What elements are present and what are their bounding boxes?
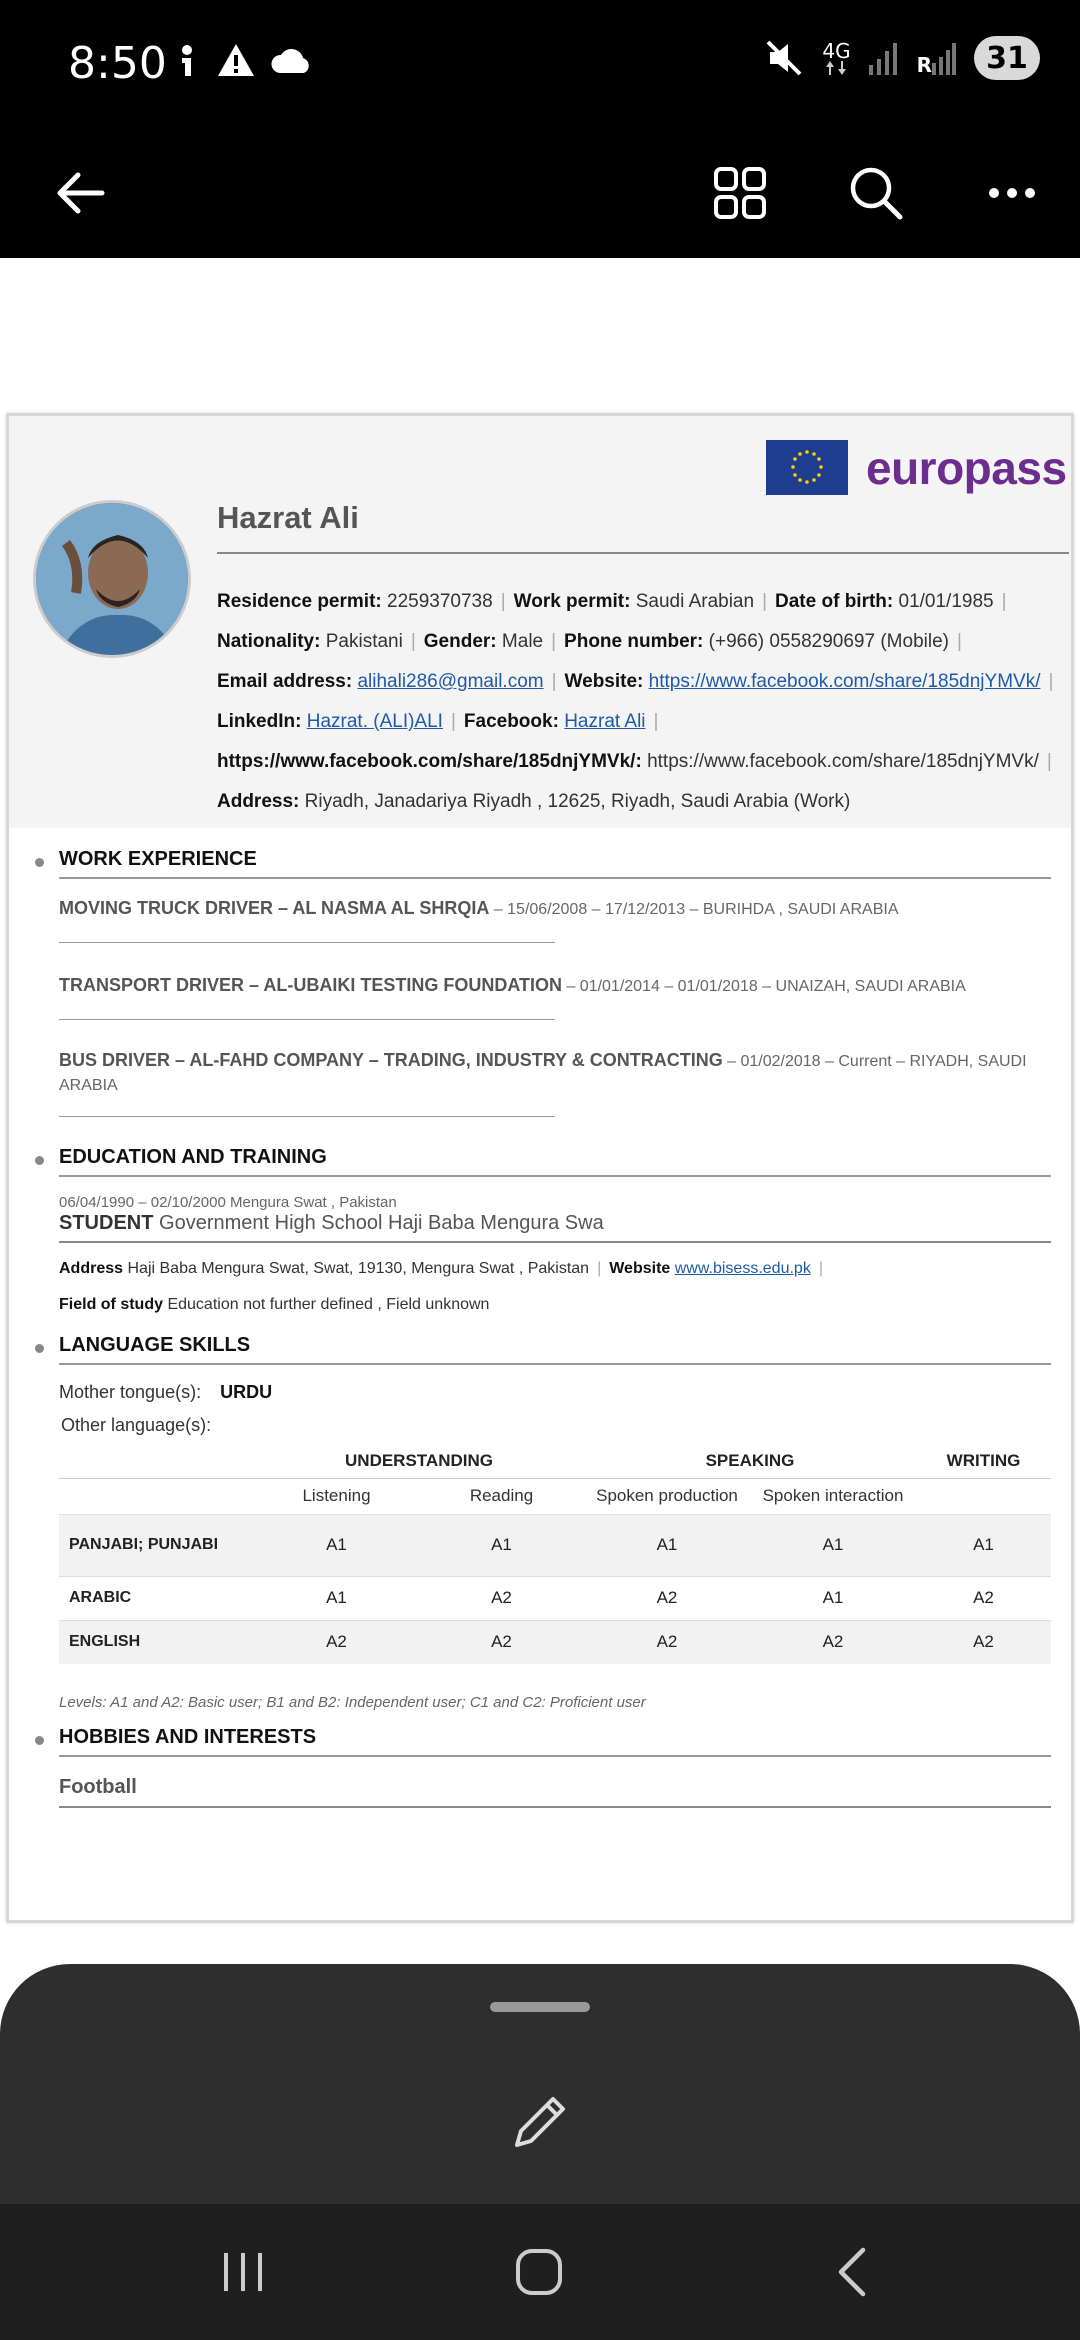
- education-section: [59, 1146, 1051, 1177]
- language-name: ENGLISH: [59, 1620, 254, 1664]
- residence-permit-value: 2259370738: [387, 591, 493, 612]
- nav-back-icon: [833, 2246, 869, 2298]
- level-cell: A1: [419, 1514, 584, 1576]
- grid-view-icon: [713, 166, 767, 220]
- level-cell: A2: [419, 1620, 584, 1664]
- recent-apps-button[interactable]: [210, 2244, 276, 2300]
- job-title: TRANSPORT DRIVER – AL-UBAIKI TESTING FOUNDATION: [59, 975, 562, 995]
- custom-link-label: https://www.facebook.com/share/185dnjYMVk/:: [217, 751, 642, 772]
- level-cell: A2: [254, 1620, 419, 1664]
- field-of-study-line: [59, 1296, 489, 1314]
- bottom-sheet: [0, 1964, 1080, 2204]
- gender-label: Gender:: [423, 631, 497, 652]
- language-table: [59, 1444, 1051, 1664]
- section-divider: [59, 1755, 1051, 1757]
- phone-value: (+966) 0558290697 (Mobile): [708, 631, 949, 652]
- candidate-name: Hazrat Ali: [217, 500, 359, 535]
- section-bullet: [35, 1344, 44, 1353]
- language-skills-section: [59, 1334, 1051, 1365]
- hobbies-section: [59, 1726, 1051, 1757]
- status-right-icons: [764, 36, 1040, 80]
- level-cell: A1: [254, 1514, 419, 1576]
- hobby-item: Football: [59, 1776, 137, 1798]
- job-meta: – 01/01/2014 – 01/01/2018 – UNAIZAH, SAUDI ARABIA: [562, 978, 966, 995]
- email-label: Email address:: [217, 671, 353, 692]
- status-left-icons: [172, 40, 314, 80]
- field-of-study-value: Education not further defined , Field unknown: [167, 1296, 490, 1313]
- signal-2-icon: [932, 41, 956, 75]
- level-cell: A2: [419, 1576, 584, 1620]
- nav-back-button[interactable]: [818, 2242, 884, 2302]
- job-entry: [59, 1049, 1051, 1097]
- education-school: Government High School Haji Baba Mengura Swa: [159, 1212, 604, 1234]
- subhead-spoken-production: Spoken production: [584, 1478, 750, 1514]
- sheet-drag-handle[interactable]: [490, 2002, 590, 2012]
- address-label: Address:: [217, 791, 300, 812]
- education-address-line: Address Haji Baba Mengura Swat, Swat, 19130, Mengura Swat , Pakistan | Website www.bisess.edu.pk |: [59, 1260, 823, 1277]
- language-name: PANJABI; PUNJABI: [59, 1514, 254, 1576]
- europass-logo: [766, 440, 1067, 495]
- other-languages-label: Other language(s):: [61, 1415, 212, 1435]
- mother-tongue-label: Mother tongue(s):: [59, 1382, 202, 1402]
- job-entry: [59, 974, 1051, 998]
- table-row: [59, 1576, 1051, 1620]
- section-bullet: [35, 858, 44, 867]
- notification-info-icon: [172, 40, 202, 80]
- level-cell: A2: [916, 1576, 1051, 1620]
- education-website-link[interactable]: www.bisess.edu.pk: [674, 1260, 811, 1277]
- job-meta: – 15/06/2008 – 17/12/2013 – BURIHDA , SAUDI ARABIA: [489, 901, 899, 918]
- europass-wordmark: europass: [866, 441, 1067, 494]
- home-button[interactable]: [506, 2242, 572, 2302]
- language-name: ARABIC: [59, 1576, 254, 1620]
- language-levels-legend: Levels: A1 and A2: Basic user; B1 and B2: Independent user; C1 and C2: Proficient user: [59, 1694, 646, 1711]
- battery-badge: 31: [974, 36, 1040, 80]
- signal-icon: [869, 41, 899, 75]
- home-icon: [514, 2247, 564, 2297]
- cv-page: [6, 413, 1074, 1923]
- linkedin-link[interactable]: Hazrat. (ALI)ALI: [306, 711, 443, 732]
- level-cell: A1: [584, 1514, 750, 1576]
- document-viewer[interactable]: [0, 258, 1080, 1938]
- section-bullet: [35, 1736, 44, 1745]
- hobbies-title: HOBBIES AND INTERESTS: [59, 1726, 317, 1748]
- roaming-label: R: [916, 53, 932, 77]
- level-cell: A2: [916, 1620, 1051, 1664]
- custom-link-value: https://www.facebook.com/share/185dnjYMVk/: [647, 751, 1039, 772]
- section-bullet: [35, 1156, 44, 1165]
- job-divider: [59, 1019, 555, 1020]
- education-divider: [59, 1241, 1051, 1243]
- info-line-permits: Residence permit: 2259370738 | Work permit: Saudi Arabian | Date of birth: 01/01/1985 |: [217, 591, 1007, 612]
- eu-flag-icon: [766, 440, 848, 495]
- work-permit-label: Work permit:: [513, 591, 631, 612]
- linkedin-label: LinkedIn:: [217, 711, 302, 732]
- level-cell: A2: [750, 1620, 916, 1664]
- more-options-icon: [987, 186, 1037, 200]
- work-experience-title: WORK EXPERIENCE: [59, 848, 257, 870]
- address-value: Riyadh, Janadariya Riyadh , 12625, Riyadh, Saudi Arabia (Work): [304, 791, 851, 812]
- grid-view-button[interactable]: [700, 128, 780, 258]
- recent-apps-icon: [220, 2249, 266, 2295]
- info-line-contact: Email address: alihali286@gmail.com | Website: https://www.facebook.com/share/185dnjYMVk/ |: [217, 671, 1054, 692]
- level-cell: A2: [584, 1576, 750, 1620]
- level-cell: A1: [254, 1576, 419, 1620]
- nationality-value: Pakistani: [325, 631, 403, 652]
- status-time: 8:50: [68, 38, 167, 89]
- info-line-custom-link: https://www.facebook.com/share/185dnjYMVk/: https://www.facebook.com/share/185dnjYMVk/ |: [217, 751, 1052, 772]
- dob-value: 01/01/1985: [898, 591, 994, 612]
- education-heading: [59, 1212, 604, 1235]
- work-experience-section: [59, 848, 1051, 879]
- mother-tongue-value: URDU: [220, 1382, 273, 1402]
- data-arrows-icon: [825, 61, 847, 75]
- edit-button[interactable]: [500, 2082, 580, 2162]
- info-line-address: [217, 791, 850, 813]
- field-of-study-label: Field of study: [59, 1296, 163, 1313]
- name-divider: [217, 552, 1069, 554]
- language-table-subheader: [59, 1478, 1051, 1514]
- system-nav-bar: [0, 2204, 1080, 2340]
- education-dates: 06/04/1990 – 02/10/2000 Mengura Swat , Pakistan: [59, 1194, 397, 1211]
- top-app-bar: [0, 128, 1080, 258]
- job-meta: – 01/02/2018 – Current – RIYADH, SAUDI ARABIA: [59, 1053, 1027, 1094]
- hobby-divider: [59, 1806, 1051, 1808]
- info-line-social: LinkedIn: Hazrat. (ALI)ALI | Facebook: Hazrat Ali |: [217, 711, 659, 732]
- work-permit-value: Saudi Arabian: [635, 591, 755, 612]
- website-link[interactable]: https://www.facebook.com/share/185dnjYMVk/: [648, 671, 1041, 692]
- section-divider: [59, 1175, 1051, 1177]
- residence-permit-label: Residence permit:: [217, 591, 382, 612]
- email-link[interactable]: alihali286@gmail.com: [357, 671, 544, 692]
- job-title: BUS DRIVER – AL-FAHD COMPANY – TRADING, INDUSTRY & CONTRACTING: [59, 1050, 723, 1070]
- dob-label: Date of birth:: [775, 591, 894, 612]
- subhead-spoken-interaction: Spoken interaction: [750, 1478, 916, 1514]
- website-label: Website:: [564, 671, 644, 692]
- search-icon: [848, 165, 904, 221]
- job-divider: [59, 942, 555, 943]
- status-bar: [0, 0, 1080, 128]
- section-divider: [59, 877, 1051, 879]
- level-cell: A2: [584, 1620, 750, 1664]
- facebook-link[interactable]: Hazrat Ali: [564, 711, 646, 732]
- pencil-edit-icon: [509, 2091, 571, 2153]
- more-options-button[interactable]: [972, 128, 1052, 258]
- back-button[interactable]: [40, 128, 120, 258]
- education-address-label: Address: [59, 1260, 124, 1277]
- section-divider: [59, 1363, 1051, 1365]
- level-cell: A1: [916, 1514, 1051, 1576]
- warning-icon: [216, 42, 256, 78]
- subhead-listening: Listening: [254, 1478, 419, 1514]
- subhead-reading: Reading: [419, 1478, 584, 1514]
- table-row: [59, 1620, 1051, 1664]
- group-speaking: SPEAKING: [705, 1450, 795, 1470]
- mute-icon: [764, 38, 804, 78]
- group-writing: WRITING: [946, 1450, 1021, 1470]
- education-address: Haji Baba Mengura Swat, Swat, 19130, Mengura Swat , Pakistan: [127, 1260, 590, 1277]
- avatar: [33, 500, 191, 658]
- job-divider: [59, 1116, 555, 1117]
- search-button[interactable]: [836, 128, 916, 258]
- mother-tongue-line: [59, 1382, 272, 1403]
- phone-label: Phone number:: [564, 631, 704, 652]
- education-title: EDUCATION AND TRAINING: [59, 1146, 327, 1168]
- level-cell: A1: [750, 1576, 916, 1620]
- facebook-label: Facebook:: [463, 711, 559, 732]
- network-indicator: [822, 41, 850, 75]
- level-cell: A1: [750, 1514, 916, 1576]
- education-role: STUDENT: [59, 1212, 154, 1234]
- language-table-group-header: [59, 1444, 1051, 1478]
- arrow-back-icon: [54, 171, 106, 215]
- table-row: [59, 1514, 1051, 1576]
- gender-value: Male: [501, 631, 544, 652]
- group-understanding: UNDERSTANDING: [345, 1450, 493, 1470]
- info-line-personal: Nationality: Pakistani | Gender: Male | Phone number: (+966) 0558290697 (Mobile) |: [217, 631, 962, 652]
- network-type: 4G: [822, 39, 851, 63]
- language-skills-title: LANGUAGE SKILLS: [59, 1334, 251, 1356]
- education-website-label: Website: [609, 1260, 671, 1277]
- job-title: MOVING TRUCK DRIVER – AL NASMA AL SHRQIA: [59, 898, 490, 918]
- nationality-label: Nationality:: [217, 631, 321, 652]
- cloud-icon: [270, 45, 314, 75]
- roaming-indicator: [917, 41, 956, 75]
- job-entry: [59, 897, 1051, 921]
